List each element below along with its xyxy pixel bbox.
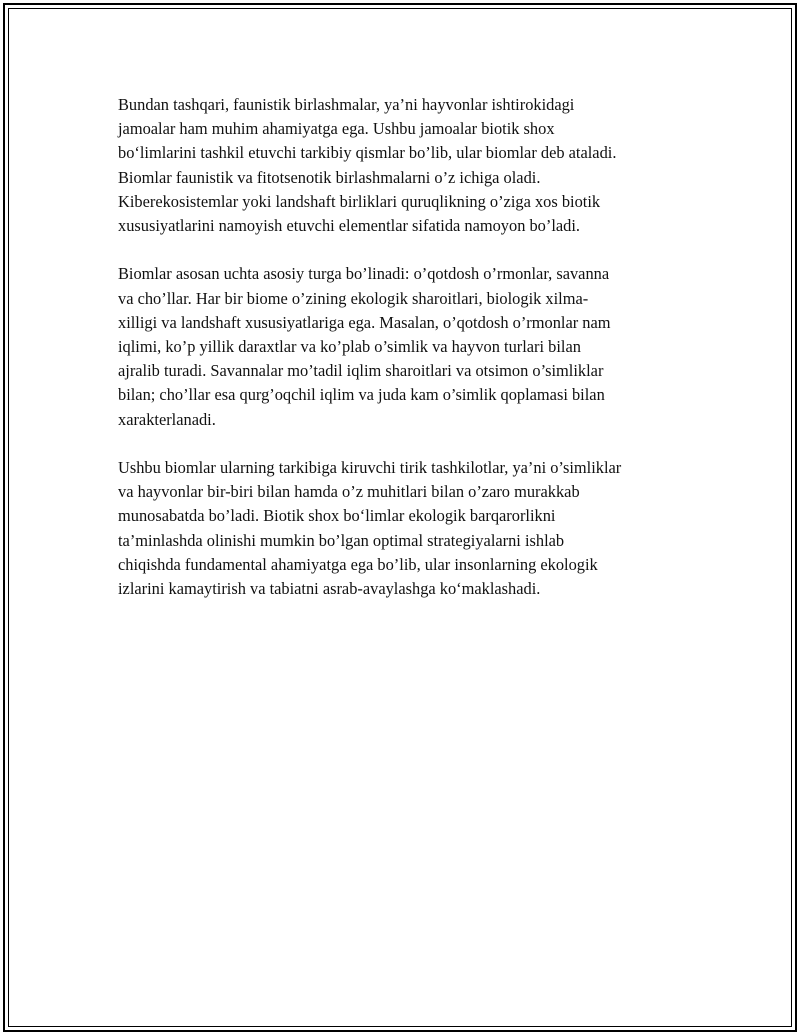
text-line: va cho’llar. Har bir biome o’zining ekologik sharoitlari, biologik xilma-	[118, 288, 589, 308]
text-line: xilligi va landshaft xususiyatlariga ega. Masalan, o’qotdosh o’rmonlar nam	[118, 312, 611, 332]
text-line: munosabatda bo’ladi. Biotik shox bo‘limlar ekologik barqarorlikni	[118, 506, 556, 526]
text-line: xarakterlanadi.	[118, 409, 216, 429]
text-line: Kiberekosistemlar yoki landshaft birliklari quruqlikning o’ziga xos biotik	[118, 191, 601, 211]
text-line: izlarini kamaytirish va tabiatni asrab-avaylashga ko‘maklashadi.	[118, 579, 541, 599]
text-line: iqlimi, ko’p yillik daraxtlar va ko’plab o’simlik va hayvon turlari bilan	[118, 337, 581, 357]
text-line: chiqishda fundamental ahamiyatga ega bo’lib, ular insonlarning ekologik	[118, 554, 598, 574]
text-line: bo‘limlarini tashkil etuvchi tarkibiy qismlar bo’lib, ular biomlar deb ataladi.	[118, 143, 617, 163]
paragraph-3	[118, 456, 686, 601]
text-line: ta’minlashda olinishi mumkin bo’lgan optimal strategiyalarni ishlab	[118, 530, 565, 550]
text-line: xususiyatlarini namoyish etuvchi elementlar sifatida namoyon bo’ladi.	[118, 216, 581, 236]
text-line: jamoalar ham muhim ahamiyatga ega. Ushbu jamoalar biotik shox	[118, 119, 555, 139]
text-line: Biomlar faunistik va fitotsenotik birlashmalarni o’z ichiga oladi.	[118, 167, 541, 187]
text-line: Ushbu biomlar ularning tarkibiga kiruvchi tirik tashkilotlar, ya’ni o’simliklar	[118, 458, 622, 478]
paragraph-2	[118, 262, 686, 431]
text-line: Bundan tashqari, faunistik birlashmalar, ya’ni hayvonlar ishtirokidagi	[118, 95, 575, 114]
paragraph-1	[118, 93, 686, 238]
document-body	[118, 93, 686, 625]
text-line: va hayvonlar bir-biri bilan hamda o’z muhitlari bilan o’zaro murakkab	[118, 482, 580, 502]
text-line: bilan; cho’llar esa qurg’oqchil iqlim va juda kam o’simlik qoplamasi bilan	[118, 385, 605, 405]
text-line: ajralib turadi. Savannalar mo’tadil iqlim sharoitlari va otsimon o’simliklar	[118, 361, 604, 381]
text-line: Biomlar asosan uchta asosiy turga bo’linadi: o’qotdosh o’rmonlar, savanna	[118, 264, 610, 284]
